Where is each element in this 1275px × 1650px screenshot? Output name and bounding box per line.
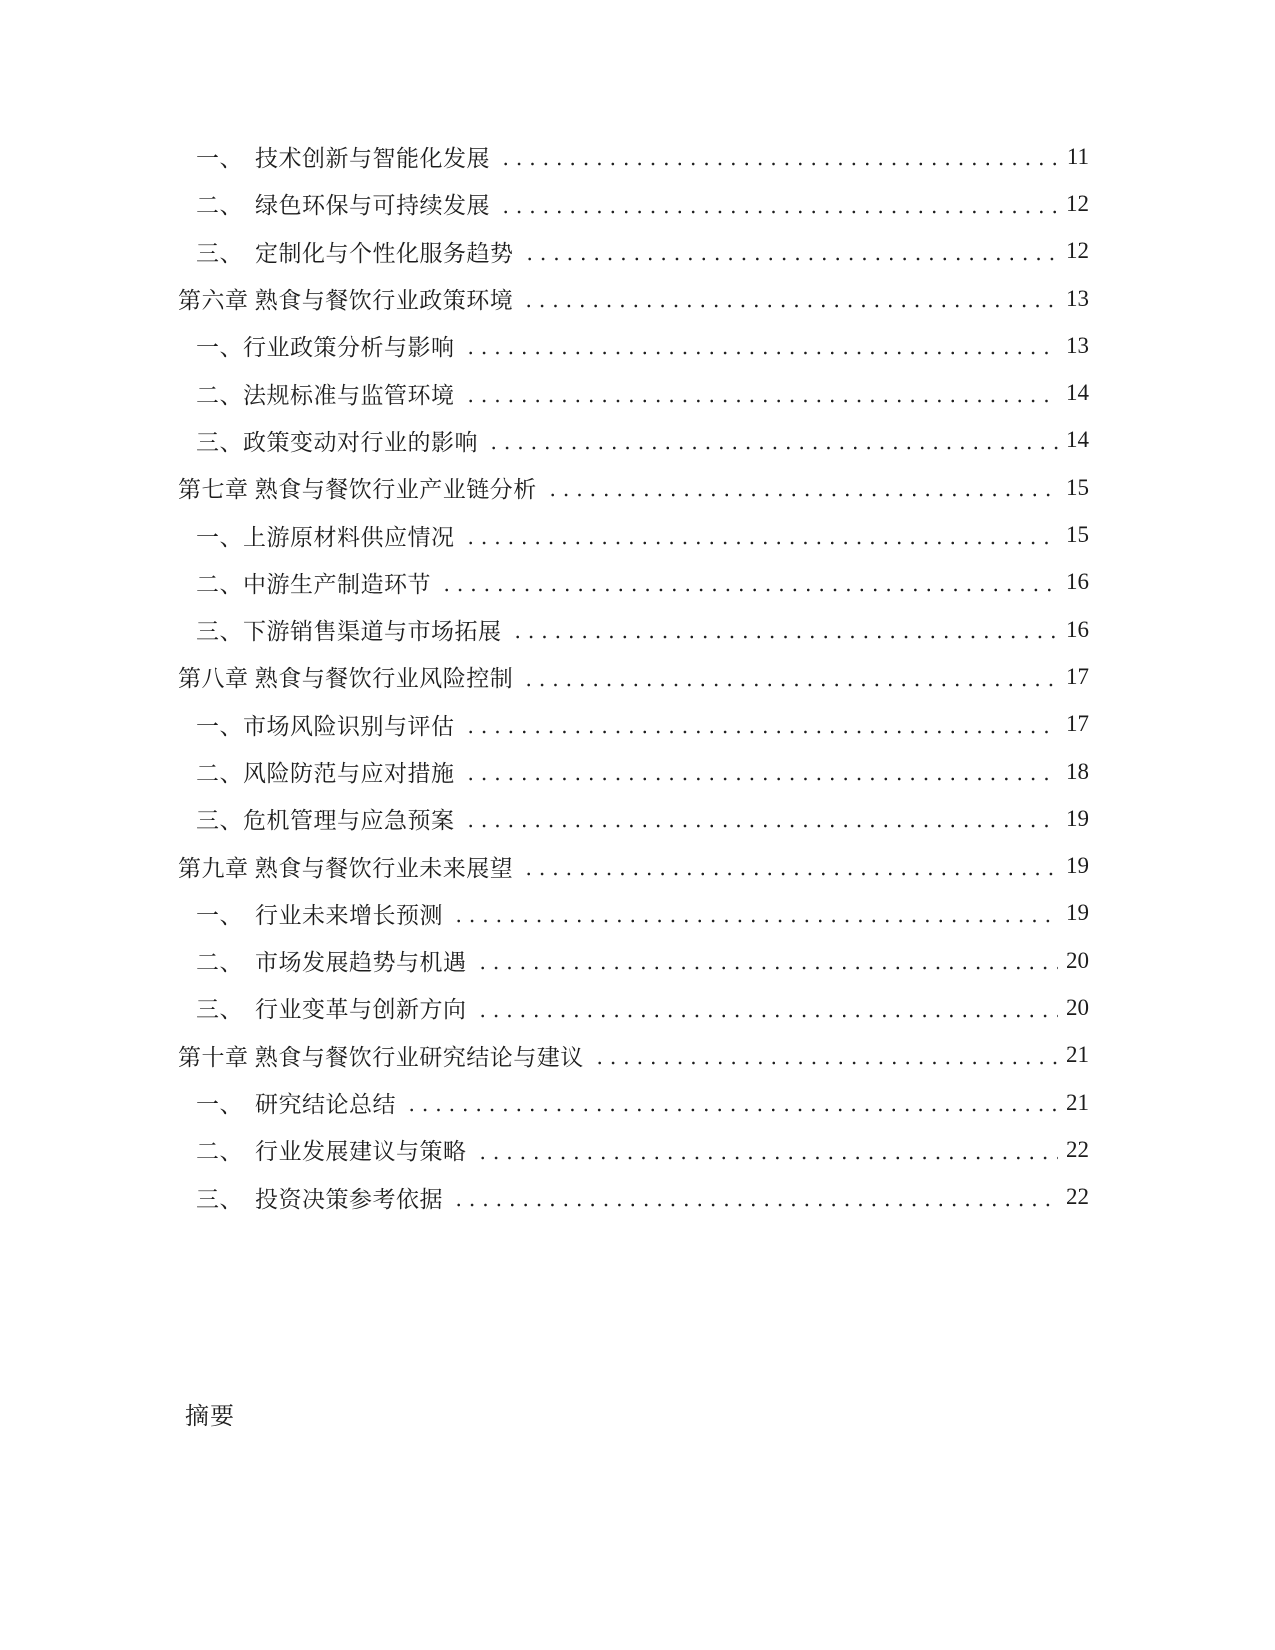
toc-entry-label: 三、 行业变革与创新方向: [196, 997, 467, 1023]
toc-dot-leader: [464, 795, 1059, 842]
toc-entry: [178, 984, 1089, 1031]
toc-entry-label: 第十章 熟食与餐饮行业研究结论与建议: [178, 1044, 584, 1070]
toc-entry: [178, 890, 1089, 937]
toc-entry-page-number: 14: [1066, 380, 1089, 406]
toc-entry-label: 二、 行业发展建议与策略: [196, 1139, 467, 1165]
toc-entry-page-number: 16: [1066, 569, 1089, 595]
toc-entry-page-number: 15: [1066, 522, 1089, 548]
toc-entry-label: 二、 市场发展趋势与机遇: [196, 950, 467, 976]
toc-entry: [178, 133, 1089, 180]
toc-list: [178, 133, 1089, 1221]
toc-dot-leader: [452, 890, 1058, 937]
abstract-section-heading: 摘要: [185, 1404, 235, 1430]
toc-entry-page-number: 19: [1066, 900, 1089, 926]
toc-entry-page-number: 13: [1066, 332, 1089, 358]
toc-dot-leader: [464, 369, 1059, 416]
toc-entry-label: 二、中游生产制造环节: [196, 571, 431, 597]
toc-entry-page-number: 17: [1066, 711, 1089, 737]
toc-entry: [178, 701, 1089, 748]
toc-entry-page-number: 16: [1066, 616, 1089, 642]
toc-entry: [178, 937, 1089, 984]
toc-entry-label: 一、 研究结论总结: [196, 1092, 396, 1118]
toc-entry: [178, 180, 1089, 227]
toc-entry-label: 一、行业政策分析与影响: [196, 335, 455, 361]
toc-dot-leader: [452, 1174, 1058, 1221]
toc-entry-label: 三、政策变动对行业的影响: [196, 429, 478, 455]
toc-entry: [178, 748, 1089, 795]
toc-entry: [178, 322, 1089, 369]
toc-entry-page-number: 20: [1066, 947, 1089, 973]
toc-dot-leader: [405, 1079, 1058, 1126]
toc-dot-leader: [476, 984, 1059, 1031]
toc-dot-leader: [499, 133, 1058, 180]
toc-entry-page-number: 19: [1066, 853, 1089, 879]
toc-entry-page-number: 12: [1066, 238, 1089, 264]
toc-entry-page-number: 15: [1066, 474, 1089, 500]
toc-entry-page-number: 17: [1066, 663, 1089, 689]
toc-dot-leader: [464, 322, 1059, 369]
toc-dot-leader: [523, 228, 1059, 275]
toc-entry: [178, 842, 1089, 889]
toc-dot-leader: [522, 275, 1058, 322]
toc-dot-leader: [522, 842, 1058, 889]
toc-entry-label: 一、市场风险识别与评估: [196, 713, 455, 739]
toc-entry: [178, 369, 1089, 416]
toc-entry: [178, 795, 1089, 842]
toc-entry-label: 一、上游原材料供应情况: [196, 524, 455, 550]
toc-dot-leader: [464, 701, 1059, 748]
toc-dot-leader: [476, 937, 1059, 984]
toc-entry-page-number: 19: [1066, 805, 1089, 831]
toc-dot-leader: [487, 417, 1058, 464]
toc-entry-page-number: 21: [1066, 1089, 1089, 1115]
toc-entry-page-number: 20: [1066, 994, 1089, 1020]
toc-entry-label: 二、风险防范与应对措施: [196, 761, 455, 786]
toc-entry-label: 第八章 熟食与餐饮行业风险控制: [178, 666, 514, 692]
toc-entry: [178, 1174, 1089, 1221]
toc-dot-leader: [464, 511, 1059, 558]
toc-entry-page-number: 13: [1066, 285, 1089, 311]
toc-entry: [178, 228, 1089, 275]
toc-entry: [178, 1079, 1089, 1126]
toc-entry-label: 三、 定制化与个性化服务趋势: [196, 240, 514, 266]
toc-entry-page-number: 12: [1066, 190, 1089, 216]
toc-dot-leader: [440, 559, 1058, 606]
toc-entry-page-number: 18: [1066, 758, 1089, 784]
toc-entry: [178, 1126, 1089, 1173]
toc-entry-label: 第七章 熟食与餐饮行业产业链分析: [178, 477, 537, 503]
toc-entry-label: 三、 投资决策参考依据: [196, 1186, 443, 1212]
toc-dot-leader: [464, 748, 1059, 795]
toc-entry-label: 第九章 熟食与餐饮行业未来展望: [178, 855, 514, 881]
toc-entry-label: 一、 行业未来增长预测: [196, 902, 443, 928]
toc-entry: [178, 511, 1089, 558]
toc-dot-leader: [499, 180, 1058, 227]
toc-entry-label: 二、法规标准与监管环境: [196, 382, 455, 408]
toc-entry: [178, 1032, 1089, 1079]
toc-entry: [178, 275, 1089, 322]
toc-entry-page-number: 14: [1066, 427, 1089, 453]
toc-entry-page-number: 22: [1066, 1136, 1089, 1162]
toc-entry-label: 三、危机管理与应急预案: [196, 808, 455, 834]
toc-entry-page-number: 21: [1066, 1042, 1089, 1068]
toc-entry: [178, 653, 1089, 700]
toc-entry-page-number: 22: [1066, 1184, 1089, 1210]
toc-entry-label: 二、 绿色环保与可持续发展: [196, 193, 490, 219]
toc-dot-leader: [511, 606, 1059, 653]
toc-entry: [178, 464, 1089, 511]
toc-entry: [178, 559, 1089, 606]
toc-entry: [178, 417, 1089, 464]
toc-entry-page-number: 11: [1066, 143, 1089, 169]
toc-entry-label: 一、 技术创新与智能化发展: [196, 146, 490, 172]
toc-dot-leader: [546, 464, 1058, 511]
toc-dot-leader: [593, 1032, 1058, 1079]
toc-dot-leader: [476, 1126, 1059, 1173]
toc-entry-label: 第六章 熟食与餐饮行业政策环境: [178, 288, 514, 314]
toc-entry-label: 三、下游销售渠道与市场拓展: [196, 619, 502, 645]
toc-dot-leader: [522, 653, 1058, 700]
toc-entry: [178, 606, 1089, 653]
